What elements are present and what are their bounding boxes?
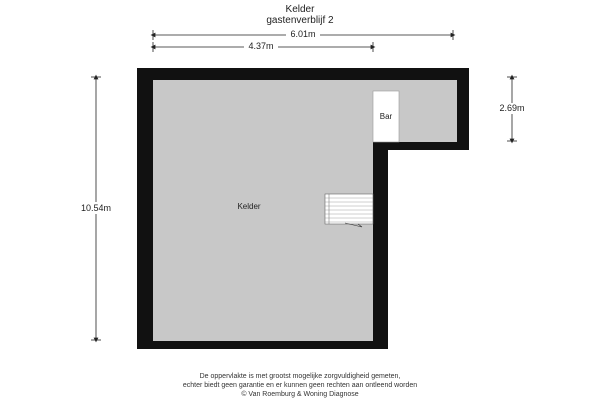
height-label: 10.54m bbox=[80, 203, 112, 213]
footer-disclaimer-line2: echter biedt geen garantie en er kunnen geen rechten aan ontleend worden bbox=[182, 382, 418, 389]
room-label-kelder: Kelder bbox=[237, 202, 261, 211]
bar-height-label: 2.69m bbox=[499, 103, 525, 113]
footer-copyright: © Van Roemburg & Woning Diagnose bbox=[241, 391, 359, 398]
stairs bbox=[325, 194, 373, 227]
partial-width-label: 4.37m bbox=[248, 41, 274, 51]
bar-counter bbox=[373, 91, 399, 142]
dimension-height bbox=[74, 77, 118, 340]
footer-disclaimer-line1: De oppervlakte is met grootst mogelijke zorgvuldigheid gemeten, bbox=[199, 373, 401, 380]
dimension-total-width bbox=[153, 29, 453, 40]
total-width-label: 6.01m bbox=[290, 29, 316, 39]
basement-walls bbox=[137, 68, 469, 349]
plan-subtitle: gastenverblijf 2 bbox=[266, 15, 334, 26]
dimension-bar-height bbox=[495, 77, 529, 141]
plan-title: Kelder bbox=[285, 4, 315, 15]
room-label-bar: Bar bbox=[379, 112, 393, 121]
dimension-partial-width bbox=[153, 41, 373, 52]
